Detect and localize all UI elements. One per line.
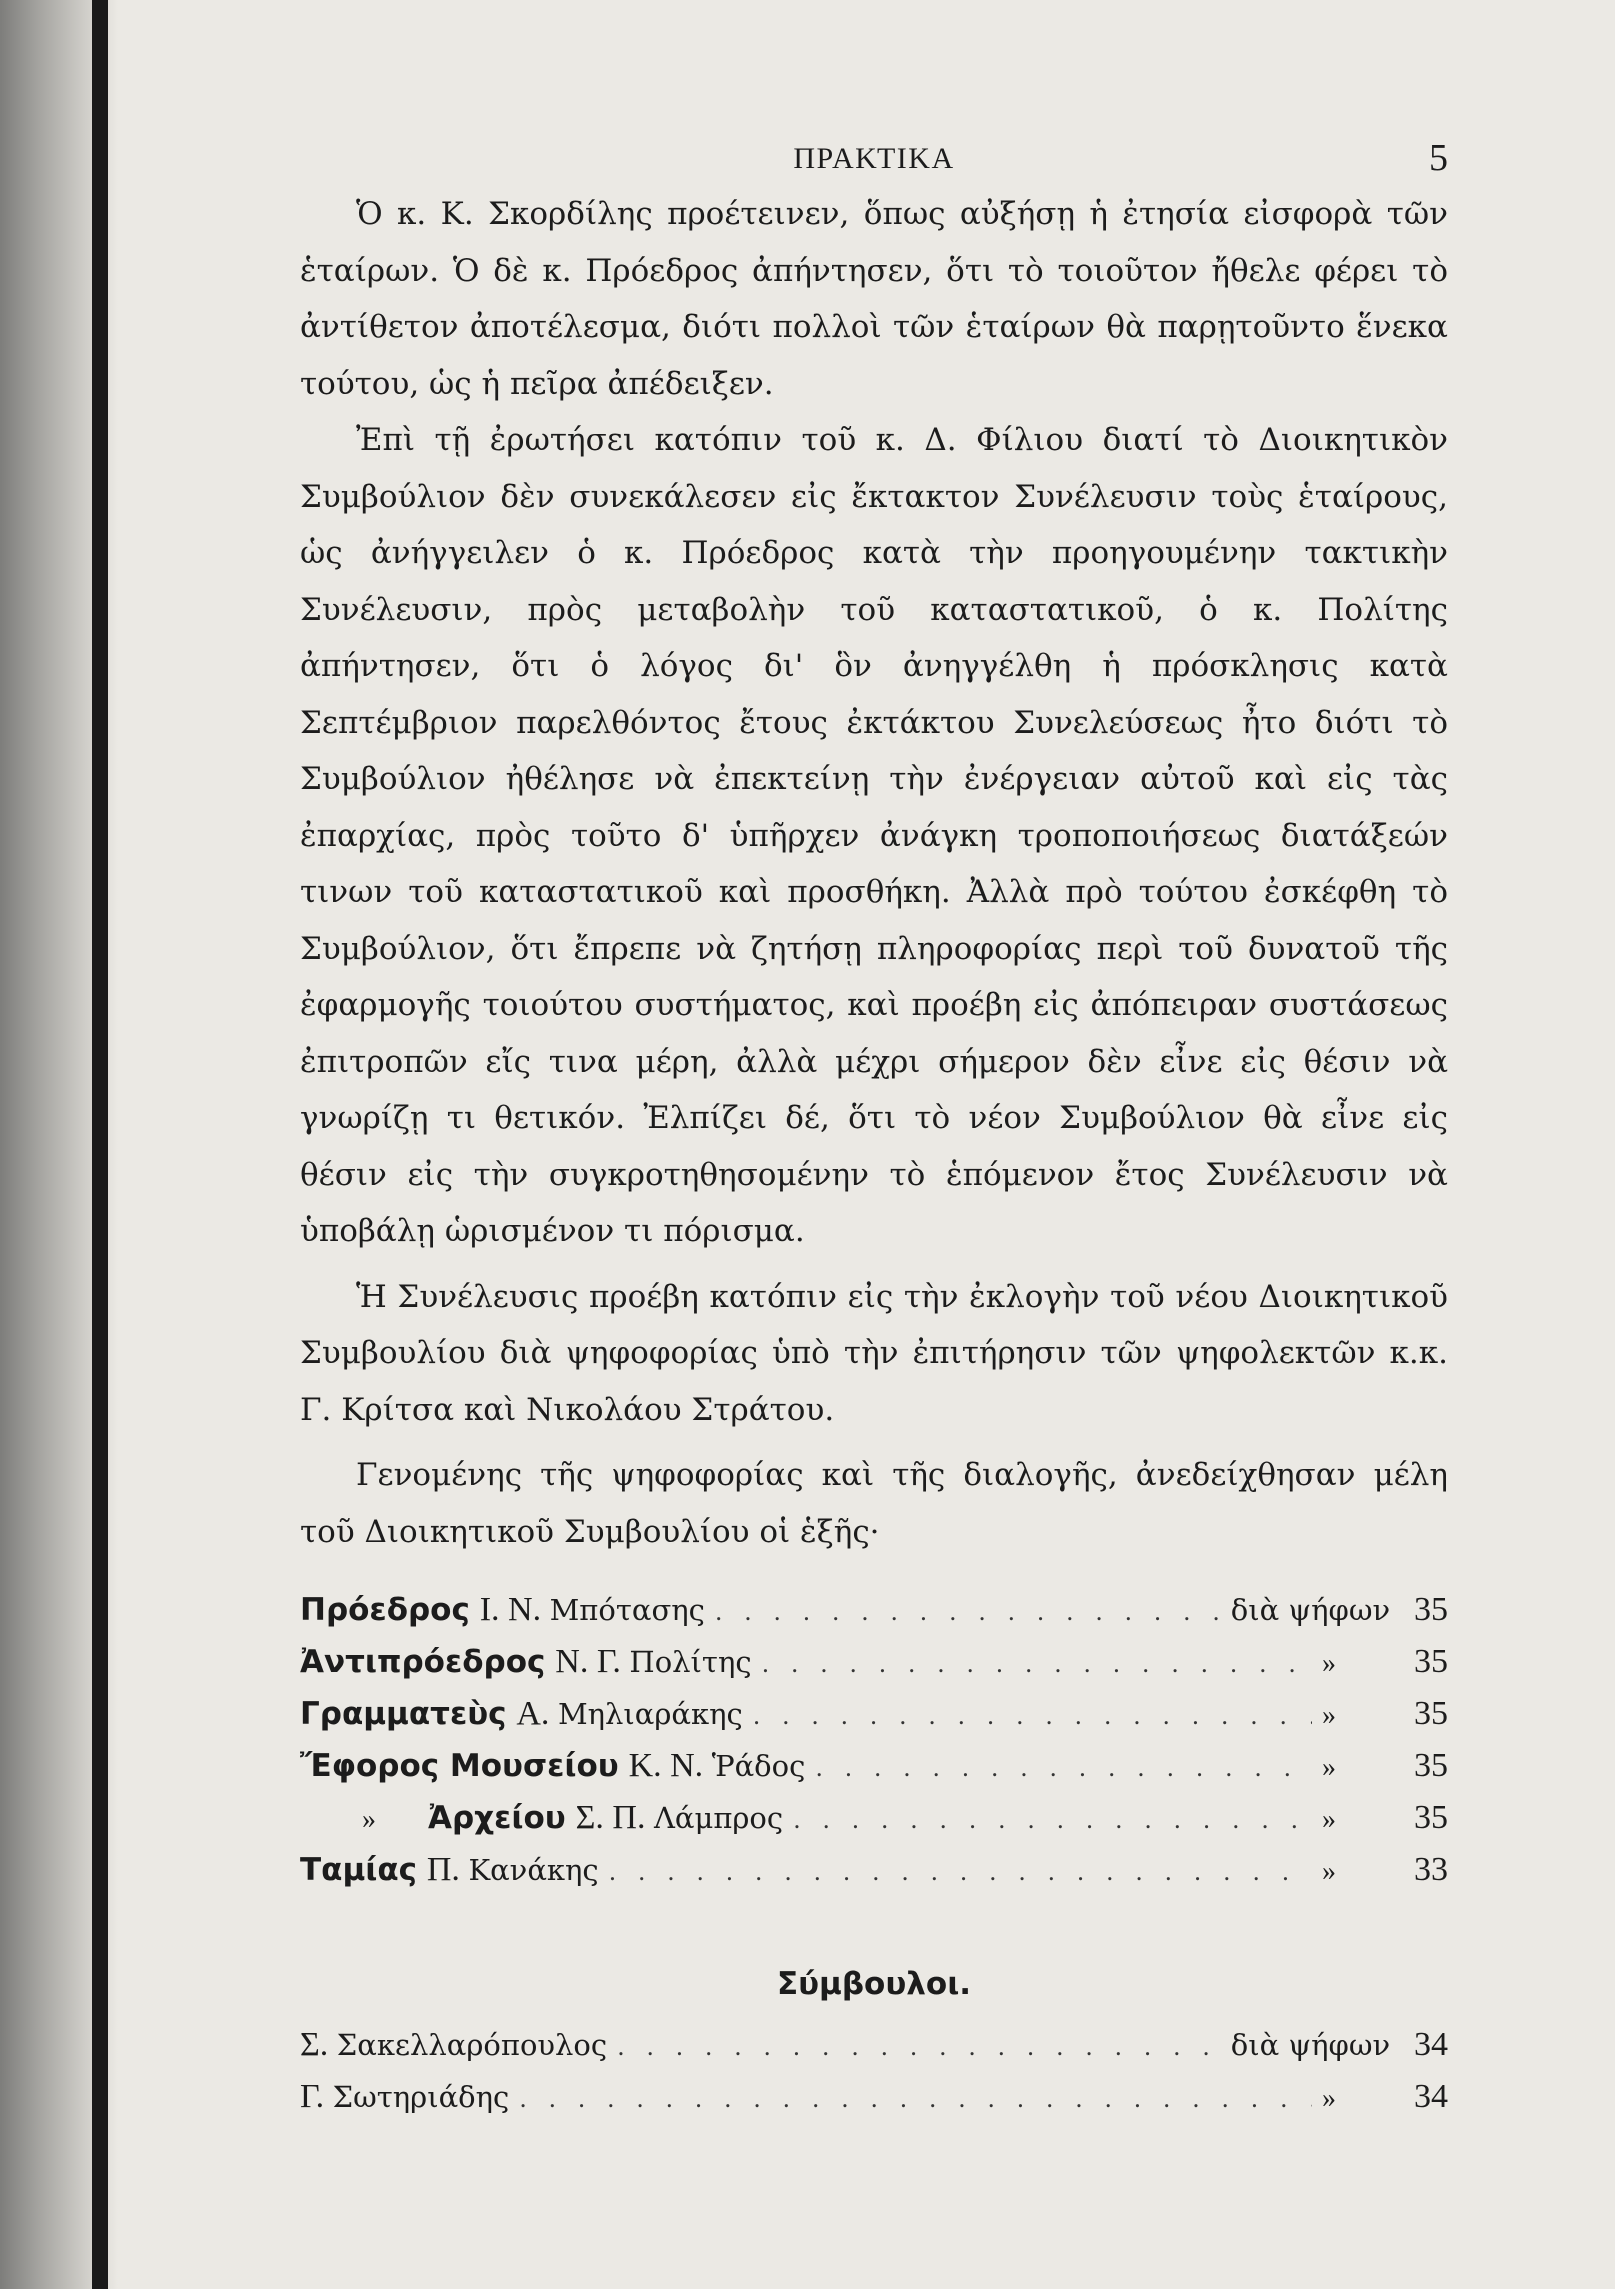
running-head: ΠΡΑΚΤΙΚΑ [793,142,955,175]
officer-initials: Ν. Γ. [555,1643,621,1680]
councillors-heading: Σύμβουλοι. [776,1966,972,2002]
ditto-mark: » [1322,1804,1336,1835]
officer-title: Ταμίας [300,1852,418,1888]
officer-title: Ἀντιπρόεδρος [300,1644,546,1680]
votes-count: 34 [1414,2078,1448,2115]
ditto-mark: » [1322,1752,1336,1783]
paragraph-1: Ὁ κ. Κ. Σκορδίλης προέτεινεν, ὅπως αὐξήσῃ ἡ ἐτησία εἰσφορὰ τῶν ἑταίρων. Ὁ δὲ κ. Πρόεδρος ἀπήντησεν, ὅτι τὸ τοιοῦτον ἤθελε φέρει τὸ ἀντίθετον ἀποτέλεσμα, διότι πολλοὶ τῶν ἑταίρων θὰ παρῃτοῦντο ἕνεκα τούτου, ὡς ἡ πεῖρα ἀπέδειξεν. [300,196,1448,402]
votes-count: 35 [1414,1799,1448,1836]
councillor-surname: Σωτηριάδης [332,2080,510,2114]
paragraph-2: Ἐπὶ τῇ ἐρωτήσει κατόπιν τοῦ κ. Δ. Φίλιου διατί τὸ Διοικητικὸν Συμβούλιον δὲν συνεκάλεσεν εἰς ἔκτακτον Συνέλευσιν τοὺς ἑταίρους, ὡς ἀνήγγειλεν ὁ κ. Πρόεδρος κατὰ τὴν προηγουμένην τακτικὴν Συνέλευσιν, πρὸς μεταβολὴν τοῦ καταστατικοῦ, ὁ κ. Πολίτης ἀπήντησεν, ὅτι ὁ λόγος δι' ὃν ἀνηγγέλθη ἡ πρόσκλησις κατὰ Σεπτέμβριον παρελθόντος ἔτους ἐκτάκτου Συνελεύσεως ἦτο διότι τὸ Συμβούλιον ἠθέλησε νὰ ἐπεκτείνῃ τὴν ἐνέργειαν αὐτοῦ καὶ εἰς τὰς ἐπαρχίας, πρὸς τοῦτο δ' ὑπῆρχεν ἀνάγκη τροποποιήσεως διατάξεών τινων τοῦ καταστατικοῦ καὶ προσθήκη. Ἀλλὰ πρὸ τούτου ἐσκέφθη τὸ Συμβούλιον, ὅτι ἔπρεπε νὰ ζητήσῃ πληροφορίας περὶ τοῦ δυνατοῦ τῆς ἐφαρμογῆς τοιούτου συστήματος, καὶ προέβη εἰς ἀπόπειραν συστάσεως ἐπιτροπῶν εἴς τινα μέρη, ἀλλὰ μέχρι σήμερον δὲν εἶνε εἰς θέσιν νὰ γνωρίζῃ τι θετικόν. Ἐλπίζει δέ, ὅτι τὸ νέον Συμβούλιον θὰ εἶνε εἰς θέσιν εἰς τὴν συγκροτηθησομένην τὸ ἑπόμενον ἔτος Συνέλευσιν νὰ ὑποβάλῃ ὡρισμένον τι πόρισμα. [300,422,1448,1249]
dot-leader [519,2075,1312,2124]
dot-leader [753,1692,1312,1741]
votes-label: διὰ ψήφων [1230,1593,1391,1627]
officer-row-president [300,1585,1448,1637]
dot-leader [715,1588,1221,1637]
votes-label: διὰ ψήφων [1230,2028,1391,2062]
ditto-mark: » [1322,1700,1336,1731]
officer-title: Ἔφορος Μουσείου [300,1748,619,1784]
officer-surname: Λάμπρος [653,1801,784,1835]
page-header [300,137,1448,192]
dot-leader [793,1796,1312,1845]
votes-count: 35 [1414,1591,1448,1628]
ditto-mark: » [1322,1648,1336,1679]
ditto-mark: » [1322,1856,1336,1887]
officer-title: Πρόεδρος [300,1592,470,1628]
officer-initials: Σ. Π. [575,1799,646,1836]
councillor-row [300,2072,1448,2124]
officer-row-archive-curator [300,1793,1448,1845]
votes-count: 35 [1414,1643,1448,1680]
officer-title: Ἀρχείου [428,1800,566,1836]
officer-surname: Κανάκης [468,1853,599,1887]
ditto-mark: » [1322,2083,1336,2114]
officer-initials: Α. [516,1695,550,1732]
councillor-row [300,2020,1448,2072]
councillor-initials: Γ. [300,2078,325,2115]
votes-count: 33 [1414,1851,1448,1888]
paragraph-3: Ἡ Συνέλευσις προέβη κατόπιν εἰς τὴν ἐκλογὴν τοῦ νέου Διοικητικοῦ Συμβουλίου διὰ ψηφοφορίας ὑπὸ τὴν ἐπιτήρησιν τῶν ψηφολεκτῶν κ.κ. Γ. Κρίτσα καὶ Νικολάου Στράτου. [300,1278,1448,1428]
officer-initials: Κ. Ν. [628,1747,704,1784]
officer-row-treasurer [300,1845,1448,1897]
councillor-surname: Σακελλαρόπουλος [336,2028,608,2062]
officer-surname: Πολίτης [629,1645,752,1679]
votes-count: 34 [1414,2026,1448,2063]
votes-count: 35 [1414,1695,1448,1732]
officers-list [300,1585,1448,1897]
binding-edge [92,0,108,2289]
dot-leader [617,2023,1221,2072]
officer-surname: Μπότασης [549,1593,705,1627]
officer-initials: Π. [426,1851,460,1888]
body-text [300,186,1448,1560]
officer-row-vice-president [300,1637,1448,1689]
officer-initials: Ι. Ν. [479,1591,542,1628]
officer-row-museum-curator [300,1741,1448,1793]
votes-count: 35 [1414,1747,1448,1784]
officer-row-secretary [300,1689,1448,1741]
page-number: 5 [1429,137,1448,179]
officer-surname: Μηλιαράκης [557,1697,743,1731]
dot-leader [609,1848,1312,1897]
councillors-list [300,2020,1448,2124]
officer-surname: Ῥάδος [711,1749,806,1783]
paragraph-4: Γενομένης τῆς ψηφοφορίας καὶ τῆς διαλογῆς, ἀνεδείχθησαν μέλη τοῦ Διοικητικοῦ Συμβουλίου οἱ ἑξῆς· [300,1457,1448,1550]
dot-leader [762,1640,1312,1689]
councillor-initials: Σ. [300,2026,329,2063]
ditto-mark: » [362,1804,376,1835]
officer-title: Γραμματεὺς [300,1696,507,1732]
dot-leader [815,1744,1312,1793]
